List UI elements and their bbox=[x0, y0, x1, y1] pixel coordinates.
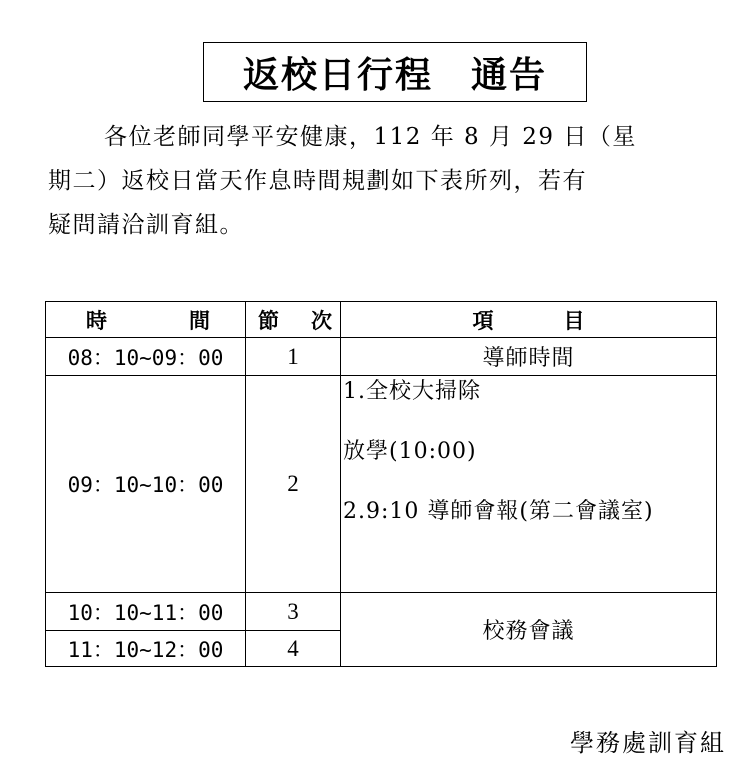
table-row bbox=[46, 376, 717, 593]
list-item: 2.9:10 導師會報(第二會議室) bbox=[343, 499, 654, 524]
notice-paragraph bbox=[48, 115, 708, 247]
section-cell: 1 bbox=[246, 338, 341, 376]
header-item: 項 目 bbox=[341, 302, 717, 338]
item-list-cell bbox=[341, 376, 717, 593]
notice-title: 返校日行程 通告 bbox=[203, 42, 587, 102]
footer-signature: 學務處訓育組 bbox=[570, 729, 726, 757]
time-cell: 09：10~10：00 bbox=[46, 376, 246, 593]
table-row bbox=[46, 338, 717, 376]
header-time: 時 間 bbox=[46, 302, 246, 338]
time-cell: 10：10~11：00 bbox=[46, 593, 246, 631]
item-cell: 導師時間 bbox=[341, 338, 717, 376]
section-cell: 4 bbox=[246, 631, 341, 667]
header-section: 節 次 bbox=[246, 302, 341, 338]
paragraph-line-2: 期二）返校日當天作息時間規劃如下表所列，若有 bbox=[48, 168, 587, 194]
paragraph-line-3: 疑問請洽訓育組。 bbox=[48, 212, 244, 238]
time-cell: 11：10~12：00 bbox=[46, 631, 246, 667]
table-row bbox=[46, 593, 717, 631]
merged-item-cell: 校務會議 bbox=[341, 593, 717, 667]
section-cell: 3 bbox=[246, 593, 341, 631]
time-cell: 08：10~09：00 bbox=[46, 338, 246, 376]
paragraph-line-1: 各位老師同學平安健康，112 年 8 月 29 日（星 bbox=[104, 124, 637, 150]
table-header-row bbox=[46, 302, 717, 338]
section-cell: 2 bbox=[246, 376, 341, 593]
list-item: 放學(10:00) bbox=[343, 439, 477, 464]
schedule-table bbox=[45, 301, 717, 667]
list-item: 1.全校大掃除 bbox=[343, 379, 481, 404]
